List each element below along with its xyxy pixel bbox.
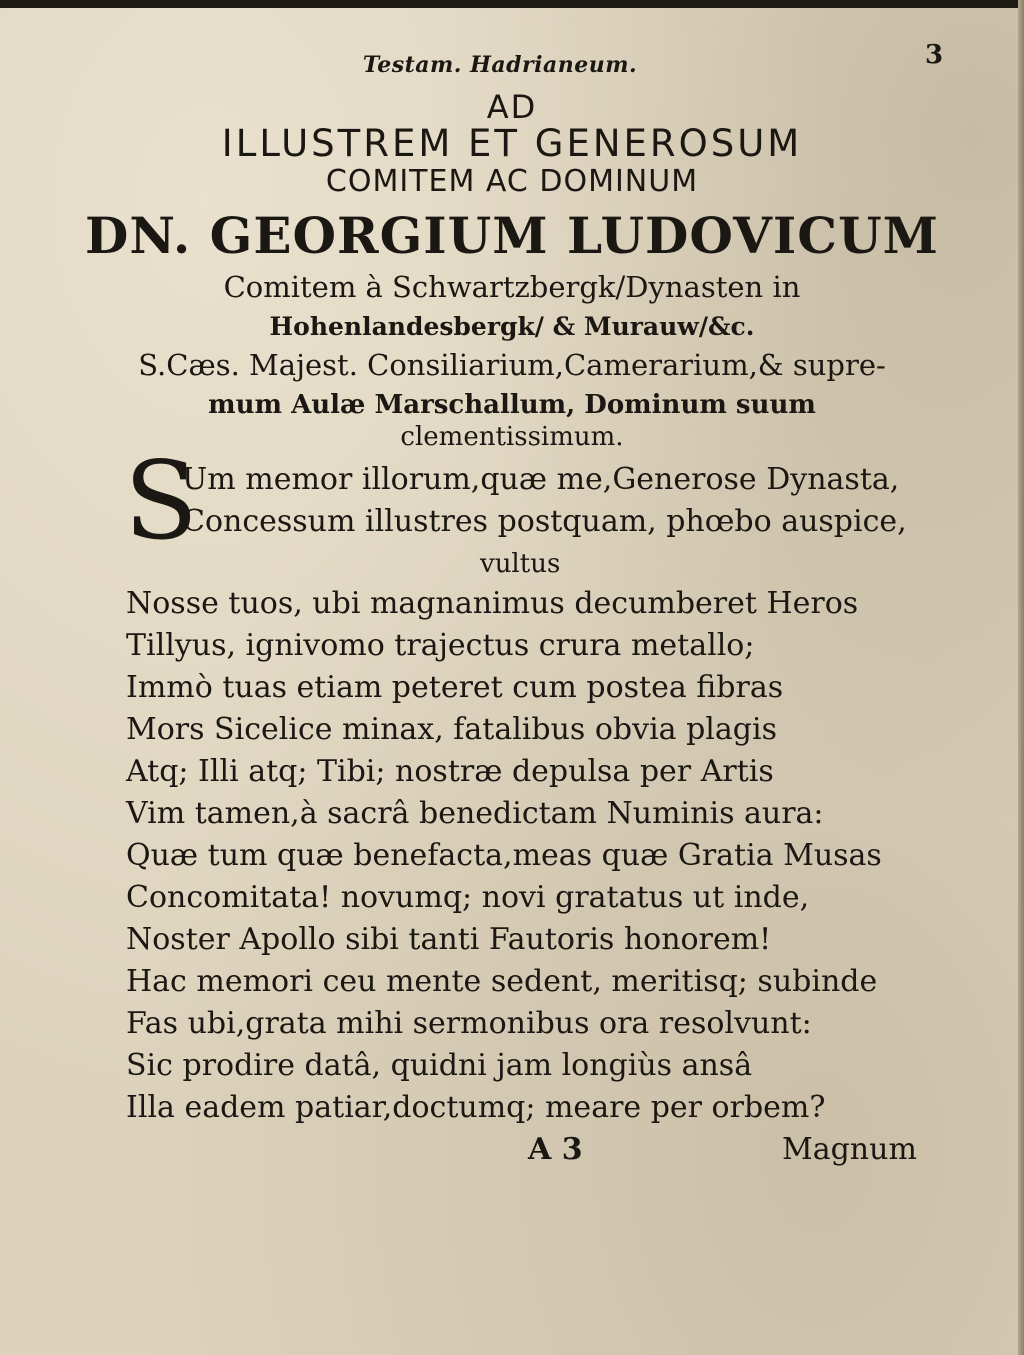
- heading-line-1: AD: [486, 88, 538, 126]
- dedication-line: Hohenlandesbergk/ & Murauw/&c.: [269, 312, 755, 341]
- verse-line: vultus: [480, 549, 561, 579]
- verse-line: Noster Apollo sibi tanti Fautoris honorem!: [126, 922, 772, 957]
- dedication-line: mum Aulæ Marschallum, Dominum suum: [208, 390, 816, 420]
- dedication-line: Comitem à Schwartzbergk/Dynasten in: [223, 270, 801, 304]
- verse-line: Vim tamen,à sacrâ benedictam Numinis aura:: [126, 796, 824, 831]
- catchword: Magnum: [782, 1132, 917, 1167]
- signature-mark: A 3: [528, 1132, 583, 1167]
- page-number: 3: [925, 40, 944, 70]
- verse-line: Atq; Illi atq; Tibi; nostræ depulsa per Artis: [126, 754, 774, 789]
- drop-capital: S: [124, 439, 198, 564]
- dedication-line: clementissimum.: [400, 422, 624, 452]
- verse-line: Concessum illustres postquam, phœbo auspice,: [182, 504, 907, 539]
- page-right-edge: [1018, 0, 1024, 1355]
- verse-line: Tillyus, ignivomo trajectus crura metallo;: [126, 628, 755, 663]
- heading-dedicatee-name: DN. GEORGIUM LUDOVICUM: [84, 206, 940, 265]
- verse-line: Concomitata! novumq; novi gratatus ut inde,: [126, 880, 810, 915]
- verse-line: Sic prodire datâ, quidni jam longiùs ansâ: [126, 1048, 753, 1083]
- dedication-line: S.Cæs. Majest. Consiliarium,Camerarium,& supre-: [138, 348, 886, 382]
- verse-line: Um memor illorum,quæ me,Generose Dynasta,: [182, 462, 900, 497]
- verse-line: Hac memori ceu mente sedent, meritisq; subinde: [126, 964, 878, 999]
- verse-line: Fas ubi,grata mihi sermonibus ora resolvunt:: [126, 1006, 812, 1041]
- heading-line-2: ILLUSTREM ET GENEROSUM: [221, 122, 803, 165]
- verse-line: Illa eadem patiar,doctumq; meare per orbem?: [126, 1090, 826, 1125]
- verse-line: Mors Sicelice minax, fatalibus obvia plagis: [126, 712, 777, 747]
- verse-line: Immò tuas etiam peteret cum postea fibras: [126, 670, 784, 705]
- page-top-edge: [0, 0, 1024, 8]
- verse-line: Quæ tum quæ benefacta,meas quæ Gratia Musas: [126, 838, 882, 873]
- heading-line-3: COMITEM AC DOMINUM: [325, 164, 699, 199]
- verse-line: Nosse tuos, ubi magnanimus decumberet Heros: [126, 586, 859, 621]
- running-head: Testam. Hadrianeum.: [362, 52, 638, 78]
